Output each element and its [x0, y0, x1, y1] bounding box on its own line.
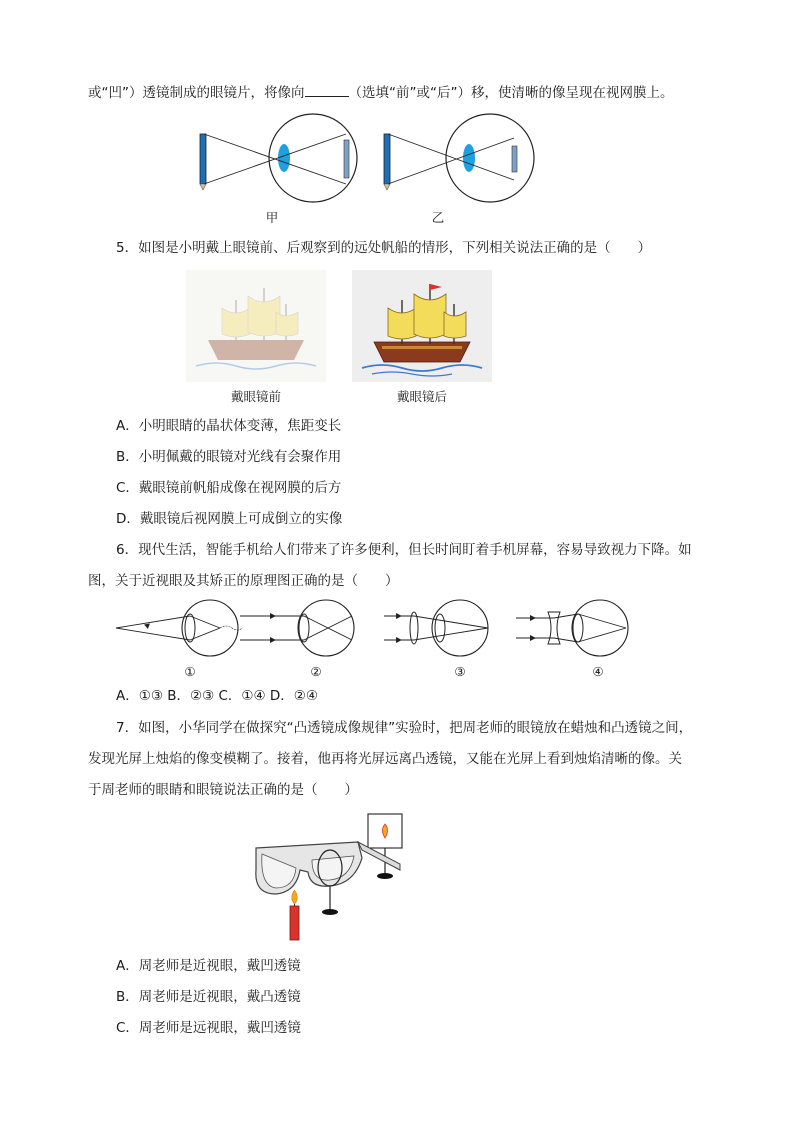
eye-ray-diagram-1	[114, 598, 244, 658]
q7-stem-line3: 于周老师的眼睛和眼镜说法正确的是（ ）	[88, 782, 358, 798]
q7-option-b[interactable]: B．周老师是近视眼，戴凸透镜	[116, 989, 301, 1005]
q6-stem-line2: 图，关于近视眼及其矫正的原理图正确的是（ ）	[88, 573, 399, 589]
caption-before: 戴眼镜前	[230, 389, 281, 404]
fig-label-yi: 乙	[431, 210, 445, 225]
q5-stem: 5．如图是小明戴上眼镜前、后观察到的远处帆船的情形，下列相关说法正确的是（ ）	[116, 240, 652, 256]
q5-option-d[interactable]: D．戴眼镜后视网膜上可成倒立的实像	[116, 511, 343, 527]
glasses-experiment-figure	[250, 810, 410, 942]
q7-option-a[interactable]: A．周老师是近视眼，戴凹透镜	[116, 958, 301, 974]
fig-label-3: ③	[454, 664, 466, 679]
answer-blank[interactable]	[305, 82, 349, 97]
q5-option-c[interactable]: C．戴眼镜前帆船成像在视网膜的后方	[116, 480, 342, 496]
q4-line	[88, 82, 673, 103]
fig-label-2: ②	[310, 664, 322, 679]
fig-label-1: ①	[184, 664, 196, 679]
caption-after: 戴眼镜后	[396, 389, 447, 404]
eye-diagram-yi	[380, 112, 540, 204]
ship-after-image	[352, 270, 492, 382]
q6-options[interactable]: A．①③ B．②③ C．①④ D．②④	[116, 688, 319, 704]
q7-stem-line2: 发现光屏上烛焰的像变模糊了。接着，他再将光屏远离凸透镜，又能在光屏上看到烛焰清晰的像。关	[88, 751, 682, 767]
eye-ray-diagram-4	[516, 598, 636, 658]
q7-stem-line1: 7．如图，小华同学在做探究“凸透镜成像规律”实验时，把周老师的眼镜放在蜡烛和凸透镜之间，	[116, 720, 693, 736]
q4-text-part1: 或“凹”）透镜制成的眼镜片，将像向	[88, 85, 305, 101]
eye-ray-diagram-3	[384, 598, 504, 658]
q5-option-a[interactable]: A．小明眼睛的晶状体变薄，焦距变长	[116, 418, 342, 434]
q7-option-c[interactable]: C．周老师是远视眼，戴凹透镜	[116, 1020, 301, 1036]
q4-text-part2: （选填“前”或“后”）移，使清晰的像呈现在视网膜上。	[348, 85, 674, 101]
q5-option-b[interactable]: B．小明佩戴的眼镜对光线有会聚作用	[116, 449, 342, 465]
fig-label-4: ④	[592, 664, 604, 679]
q6-stem-line1: 6．现代生活，智能手机给人们带来了许多便利，但长时间盯着手机屏幕，容易导致视力下降。如	[116, 542, 692, 558]
fig-label-jia: 甲	[265, 210, 279, 225]
eye-ray-diagram-2	[240, 598, 360, 658]
eye-diagram-jia	[196, 112, 356, 204]
ship-before-image	[186, 270, 326, 382]
